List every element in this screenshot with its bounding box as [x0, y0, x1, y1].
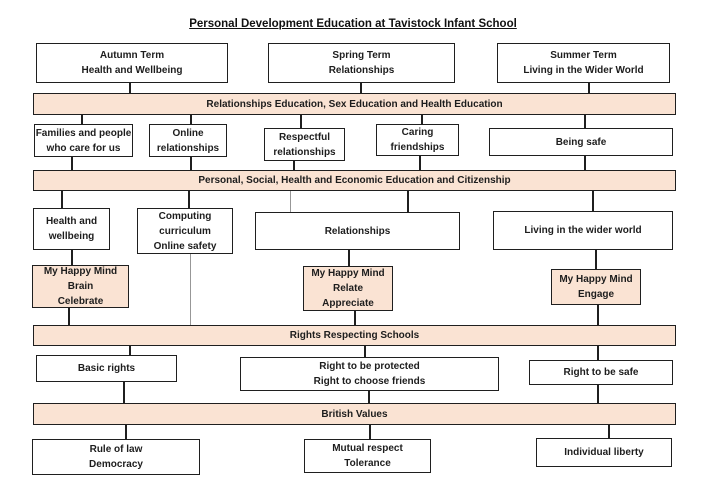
node-being-safe [489, 128, 673, 156]
connector-line [584, 115, 586, 128]
node-label: My Happy Mind [311, 268, 385, 279]
node-label: Tolerance [344, 458, 391, 469]
node-mutual-respect [304, 439, 431, 473]
connector-line [61, 191, 63, 208]
node-right-to-be-protected [240, 357, 499, 391]
banner-rights-respecting-schools [33, 325, 676, 346]
connector-line [597, 305, 599, 325]
node-label: Families and people [35, 127, 132, 139]
node-label: Basic rights [77, 363, 136, 374]
node-individual-liberty [536, 438, 672, 467]
node-my-happy-mind-engage [551, 269, 641, 305]
connector-line [123, 382, 125, 403]
node-label: Engage [577, 289, 615, 300]
node-label: Online [172, 127, 204, 139]
banner-british-values [33, 403, 676, 425]
node-label: Living in the wider world [524, 225, 642, 236]
node-my-happy-mind-brain [32, 265, 129, 308]
node-basic-rights [36, 355, 177, 382]
connector-line [300, 115, 302, 128]
connector-line [364, 346, 366, 357]
banner-pshe [33, 170, 676, 191]
node-label: Spring Term [332, 50, 391, 61]
connector-line [592, 191, 594, 211]
node-label: relationships [156, 142, 220, 154]
node-label: Online safety [153, 240, 217, 252]
node-label: Relate [332, 283, 363, 294]
node-online-relationships [149, 124, 227, 157]
connector-line [68, 308, 70, 325]
connector-line [608, 425, 610, 438]
connector-line [190, 157, 192, 170]
node-label: Summer Term [550, 50, 617, 61]
node-computing-curriculum [137, 208, 233, 254]
connector-line [584, 156, 586, 170]
node-label: Mutual respect [332, 443, 403, 454]
node-relationships [255, 212, 460, 250]
node-label: Respectful [278, 131, 331, 143]
node-label: curriculum [159, 225, 211, 237]
node-label: Relationships [328, 65, 395, 76]
connector-line [129, 346, 131, 355]
banner-label: Rights Respecting Schools [289, 330, 420, 341]
connector-line [293, 161, 295, 170]
connector-line [81, 115, 83, 124]
node-label: wellbeing [48, 231, 95, 242]
page-title: Personal Development Education at Tavistock Infant School [189, 18, 517, 30]
connector-line [597, 346, 599, 360]
connector-line [407, 191, 409, 212]
node-label: Individual liberty [564, 447, 644, 458]
connector-line [348, 250, 350, 266]
connector-line [588, 83, 590, 93]
connector-line [419, 156, 421, 170]
node-label: Brain [67, 281, 94, 292]
node-label: Rule of law [89, 444, 143, 455]
node-label: Right to be safe [563, 367, 639, 378]
node-label: Autumn Term [99, 50, 165, 61]
node-spring-term [268, 43, 455, 83]
connector-line [369, 425, 371, 439]
node-label: Relationships [324, 225, 391, 237]
connector-line [129, 83, 131, 93]
node-label: Health and Wellbeing [81, 65, 183, 76]
node-label: friendships [390, 142, 445, 153]
node-summer-term [497, 43, 670, 83]
node-autumn-term [36, 43, 228, 83]
connector-line [368, 391, 370, 403]
node-label: Caring [401, 127, 434, 138]
connector-line [597, 385, 599, 403]
connector-line [188, 191, 190, 208]
node-label: My Happy Mind [559, 274, 633, 285]
node-my-happy-mind-relate [303, 266, 393, 311]
node-families [34, 124, 133, 157]
banner-label: British Values [321, 408, 388, 420]
node-label: Celebrate [57, 296, 104, 307]
connector-line [125, 425, 127, 439]
node-label: Being safe [555, 136, 607, 148]
connector-line-gray [290, 191, 291, 212]
node-label: Democracy [89, 459, 143, 470]
node-right-to-be-safe [529, 360, 673, 385]
node-label: Health and [45, 216, 98, 227]
connector-line [421, 115, 423, 124]
node-label: who care for us [46, 142, 121, 154]
node-respectful-relationships [264, 128, 345, 161]
node-rule-of-law [32, 439, 200, 475]
connector-line [71, 250, 73, 265]
connector-line-gray [190, 254, 191, 325]
node-label: Right to be protected [319, 361, 420, 372]
node-label: relationships [273, 146, 336, 158]
banner-rshe [33, 93, 676, 115]
node-label: Computing [158, 210, 212, 222]
connector-line [71, 157, 73, 170]
node-label: Appreciate [322, 298, 374, 309]
connector-line [360, 83, 362, 93]
connector-line [354, 311, 356, 325]
node-living-wider-world [493, 211, 673, 250]
connector-line [595, 250, 597, 269]
node-label: Right to choose friends [313, 376, 426, 387]
connector-line [190, 115, 192, 124]
banner-label: Personal, Social, Health and Economic Education and Citizenship [198, 175, 511, 186]
banner-label: Relationships Education, Sex Education and Health Education [206, 98, 503, 110]
node-label: My Happy Mind [43, 266, 118, 277]
node-health-wellbeing [33, 208, 110, 250]
node-label: Living in the Wider World [523, 65, 644, 76]
node-caring-friendships [376, 124, 459, 156]
